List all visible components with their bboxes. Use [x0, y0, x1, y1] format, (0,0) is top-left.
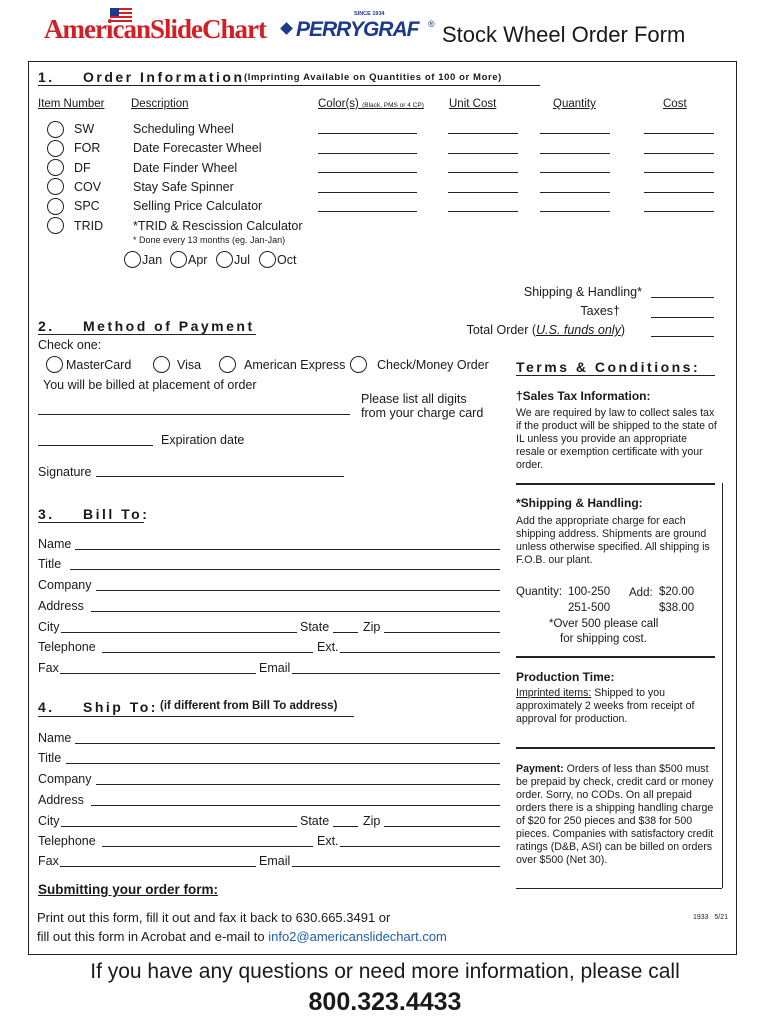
ship-address-field[interactable] [91, 805, 500, 806]
shipping-heading: *Shipping & Handling: [516, 496, 643, 510]
item-code: SPC [74, 199, 100, 213]
item-cov-radio[interactable] [47, 178, 64, 195]
ship-title-label: Title [38, 751, 62, 765]
item-color-field[interactable] [318, 153, 417, 154]
check-one-label: Check one: [38, 338, 102, 352]
item-color-field[interactable] [318, 172, 417, 173]
col-quantity: Quantity [553, 98, 596, 110]
order-section-underline [38, 85, 540, 86]
item-color-field[interactable] [318, 211, 417, 212]
order-section-title: Order Information [83, 69, 245, 85]
payment-section-underline [38, 334, 256, 335]
ship-company-label: Company [38, 772, 92, 786]
submit-heading: Submitting your order form: [38, 882, 218, 897]
form-code: 1933 5/21 [693, 914, 729, 921]
item-color-field[interactable] [318, 133, 417, 134]
item-code: TRID [74, 219, 104, 233]
expiration-label: Expiration date [161, 433, 245, 447]
month-jul-radio[interactable] [216, 251, 233, 268]
submit-line-2 [37, 929, 447, 944]
bill-fax-field[interactable] [60, 673, 256, 674]
month-oct-radio[interactable] [259, 251, 276, 268]
terms-divider [516, 656, 715, 658]
bill-company-field[interactable] [96, 590, 500, 591]
bill-to-section-title: Bill To: [83, 506, 150, 522]
col-item-number: Item Number [38, 98, 105, 110]
bill-city-label: City [38, 620, 60, 634]
ship-fax-field[interactable] [60, 866, 256, 867]
total-label [467, 323, 625, 337]
month-apr-radio[interactable] [170, 251, 187, 268]
bill-address-field[interactable] [91, 611, 500, 612]
ship-to-section-number: 4. [38, 699, 55, 715]
brand-perrygraf: PERRYGRAF [296, 18, 419, 41]
bill-company-label: Company [38, 578, 92, 592]
submit-line-2-text: fill out this form in Acrobat and e-mail to [37, 929, 269, 944]
payment-section-title: Method of Payment [83, 318, 255, 334]
item-unit-cost-field[interactable] [448, 153, 518, 154]
item-unit-cost-field[interactable] [448, 133, 518, 134]
card-number-field[interactable] [38, 414, 350, 415]
production-label: Imprinted items: [516, 687, 592, 699]
bill-ext-field[interactable] [340, 652, 500, 653]
bill-title-field[interactable] [70, 569, 500, 570]
total-field[interactable] [651, 336, 714, 337]
item-unit-cost-field[interactable] [448, 172, 518, 173]
item-code: DF [74, 161, 91, 175]
ship-title-field[interactable] [66, 763, 500, 764]
bill-telephone-label: Telephone [38, 640, 96, 654]
col-cost: Cost [663, 98, 687, 110]
item-sw-radio[interactable] [47, 121, 64, 138]
bill-email-field[interactable] [292, 673, 500, 674]
digits-note-1: Please list all digits [361, 392, 467, 406]
bill-to-section-number: 3. [38, 506, 55, 522]
bill-email-label: Email [259, 661, 291, 675]
ship-telephone-label: Telephone [38, 834, 96, 848]
item-cost-field[interactable] [644, 153, 714, 154]
ship-telephone-field[interactable] [102, 846, 313, 847]
sidebar-divider-vertical [722, 483, 723, 888]
expiration-field[interactable] [38, 445, 153, 446]
add-label: Add: [629, 587, 653, 599]
item-description: Date Forecaster Wheel [133, 141, 262, 155]
ship-email-label: Email [259, 854, 291, 868]
payment-option-label: Visa [177, 358, 202, 372]
production-heading: Production Time: [516, 670, 615, 684]
item-quantity-field[interactable] [540, 192, 610, 193]
item-cost-field[interactable] [644, 133, 714, 134]
col-colors-label: Color(s) [318, 98, 359, 110]
bill-title-label: Title [38, 557, 62, 571]
ship-to-section-title: Ship To: [83, 699, 158, 715]
brand-reg-mark: ® [428, 19, 435, 29]
qty-tier-1: 100-250 [568, 586, 611, 598]
bill-zip-label: Zip [363, 620, 381, 634]
bill-state-field[interactable] [333, 632, 358, 633]
ship-to-section-note: (if different from Bill To address) [160, 700, 338, 712]
ship-ext-label: Ext. [317, 834, 339, 848]
trid-note: * Done every 13 months (eg. Jan-Jan) [133, 235, 286, 245]
month-label: Apr [188, 253, 208, 267]
add-tier-1: $20.00 [659, 586, 695, 598]
ship-fax-label: Fax [38, 854, 59, 868]
item-code: FOR [74, 141, 101, 155]
bill-ext-label: Ext. [317, 640, 339, 654]
bill-to-underline [38, 522, 144, 523]
item-quantity-field[interactable] [540, 153, 610, 154]
bill-fax-label: Fax [38, 661, 59, 675]
visa-radio[interactable] [153, 356, 170, 373]
terms-divider [516, 483, 715, 485]
tax-body: We are required by law to collect sales tax if the product will be shipped to the state of IL unless you provide an appropriate resale or exemption certificate with your order. [516, 407, 717, 471]
taxes-field[interactable] [651, 317, 714, 318]
brand-american: AmericanSlideChart [44, 14, 266, 44]
item-for-radio[interactable] [47, 140, 64, 157]
submit-line-1: Print out this form, fill it out and fax it back to 630.665.3491 or [37, 910, 391, 925]
item-description: *TRID & Rescission Calculator [133, 219, 303, 233]
item-df-radio[interactable] [47, 159, 64, 176]
bill-name-field[interactable] [75, 549, 500, 550]
ship-state-label: State [300, 814, 330, 828]
col-unit-cost: Unit Cost [449, 98, 497, 110]
month-label: Oct [277, 253, 297, 267]
production-text: Shipped to you approximately 2 weeks from receipt of approval for production. [516, 687, 695, 725]
item-code: COV [74, 180, 102, 194]
signature-label: Signature [38, 465, 92, 479]
ship-name-field[interactable] [75, 743, 500, 744]
brand-logo [44, 12, 444, 48]
item-code: SW [74, 122, 95, 136]
item-description: Stay Safe Spinner [133, 180, 234, 194]
ship-ext-field[interactable] [340, 846, 500, 847]
shipping-body: Add the appropriate charge for each shipping address. Shipments are ground unless otherwise specified. All shipping is F.O.B. our plant. [516, 515, 710, 566]
terms-underline [516, 375, 715, 376]
payment-section-number: 2. [38, 318, 55, 334]
page-title: Stock Wheel Order Form [442, 22, 686, 47]
check-money-order-radio[interactable] [350, 356, 367, 373]
taxes-label: Taxes† [580, 304, 620, 318]
brand-diamond-icon [280, 22, 293, 35]
item-description: Selling Price Calculator [133, 199, 263, 213]
bill-city-field[interactable] [61, 632, 297, 633]
qty-tier-2: 251-500 [568, 602, 611, 614]
mastercard-radio[interactable] [46, 356, 63, 373]
ship-company-field[interactable] [96, 784, 500, 785]
terms-divider [516, 747, 715, 749]
brand-since: SINCE 1934 [354, 11, 385, 17]
billed-note: You will be billed at placement of order [43, 378, 257, 392]
payment-option-label: American Express [244, 358, 346, 372]
item-cost-field[interactable] [644, 211, 714, 212]
footer-question: If you have any questions or need more information, please call [90, 960, 680, 983]
shipping-label: Shipping & Handling* [523, 285, 642, 299]
ship-zip-label: Zip [363, 814, 381, 828]
item-color-field[interactable] [318, 192, 417, 193]
item-spc-radio[interactable] [47, 198, 64, 215]
ship-city-field[interactable] [61, 826, 297, 827]
item-unit-cost-field[interactable] [448, 211, 518, 212]
payment-option-label: Check/Money Order [377, 358, 489, 372]
order-section-number: 1. [38, 69, 55, 85]
ship-city-label: City [38, 814, 60, 828]
terms-title: Terms & Conditions: [516, 359, 701, 375]
bill-telephone-field[interactable] [102, 652, 313, 653]
shipping-field[interactable] [651, 297, 714, 298]
payment-terms-text: Orders of less than $500 must be prepaid by check, credit card or money order. Sorry, no CODs. On all prepaid orders there is a shipping handling charge of $20 for 250 pieces and $38 for 500 pieces. Companies with satisfactory credit ratings (D&B, ASI) can be billed on orders over $500 (Net 30). [516, 763, 714, 866]
total-funds-note: U.S. funds only [536, 323, 621, 337]
month-label: Jan [142, 253, 163, 267]
col-colors-note: (Black, PMS or 4 CP) [362, 102, 424, 109]
amex-radio[interactable] [219, 356, 236, 373]
add-tier-2: $38.00 [659, 602, 695, 614]
bill-address-label: Address [38, 599, 84, 613]
footer-phone: 800.323.4433 [308, 988, 462, 1016]
sidebar-divider-bottom [516, 888, 722, 889]
ship-email-field[interactable] [292, 866, 500, 867]
qty-label: Quantity: [516, 586, 563, 598]
month-label: Jul [234, 253, 250, 267]
total-label-text: Total Order ( [466, 323, 537, 337]
ship-address-label: Address [38, 793, 84, 807]
item-trid-radio[interactable] [47, 217, 64, 234]
item-quantity-field[interactable] [540, 172, 610, 173]
over500-note-1: *Over 500 please call [549, 618, 659, 630]
item-cost-field[interactable] [644, 172, 714, 173]
payment-option-label: MasterCard [66, 358, 132, 372]
total-label-close: ) [620, 323, 625, 337]
ship-state-field[interactable] [333, 826, 358, 827]
item-quantity-field[interactable] [540, 211, 610, 212]
ship-zip-field[interactable] [384, 826, 500, 827]
col-colors [318, 98, 424, 110]
bill-zip-field[interactable] [384, 632, 500, 633]
bill-state-label: State [300, 620, 330, 634]
over500-note-2: for shipping cost. [560, 633, 647, 645]
order-section-note: (Imprinting Available on Quantities of 100 or More) [244, 72, 502, 83]
production-body [516, 687, 716, 726]
item-description: Scheduling Wheel [133, 122, 234, 136]
month-jan-radio[interactable] [124, 251, 141, 268]
item-quantity-field[interactable] [540, 133, 610, 134]
item-cost-field[interactable] [644, 192, 714, 193]
payment-terms-body [516, 763, 720, 867]
item-unit-cost-field[interactable] [448, 192, 518, 193]
ship-name-label: Name [38, 731, 72, 745]
tax-heading: †Sales Tax Information: [516, 389, 651, 403]
signature-field[interactable] [96, 476, 344, 477]
digits-note-2: from your charge card [361, 406, 484, 420]
col-description: Description [131, 98, 189, 110]
bill-name-label: Name [38, 537, 72, 551]
item-description: Date Finder Wheel [133, 161, 238, 175]
ship-to-underline [38, 716, 354, 717]
payment-terms-label: Payment: [516, 763, 564, 775]
submit-email-link[interactable]: info2@americanslidechart.com [268, 929, 447, 944]
